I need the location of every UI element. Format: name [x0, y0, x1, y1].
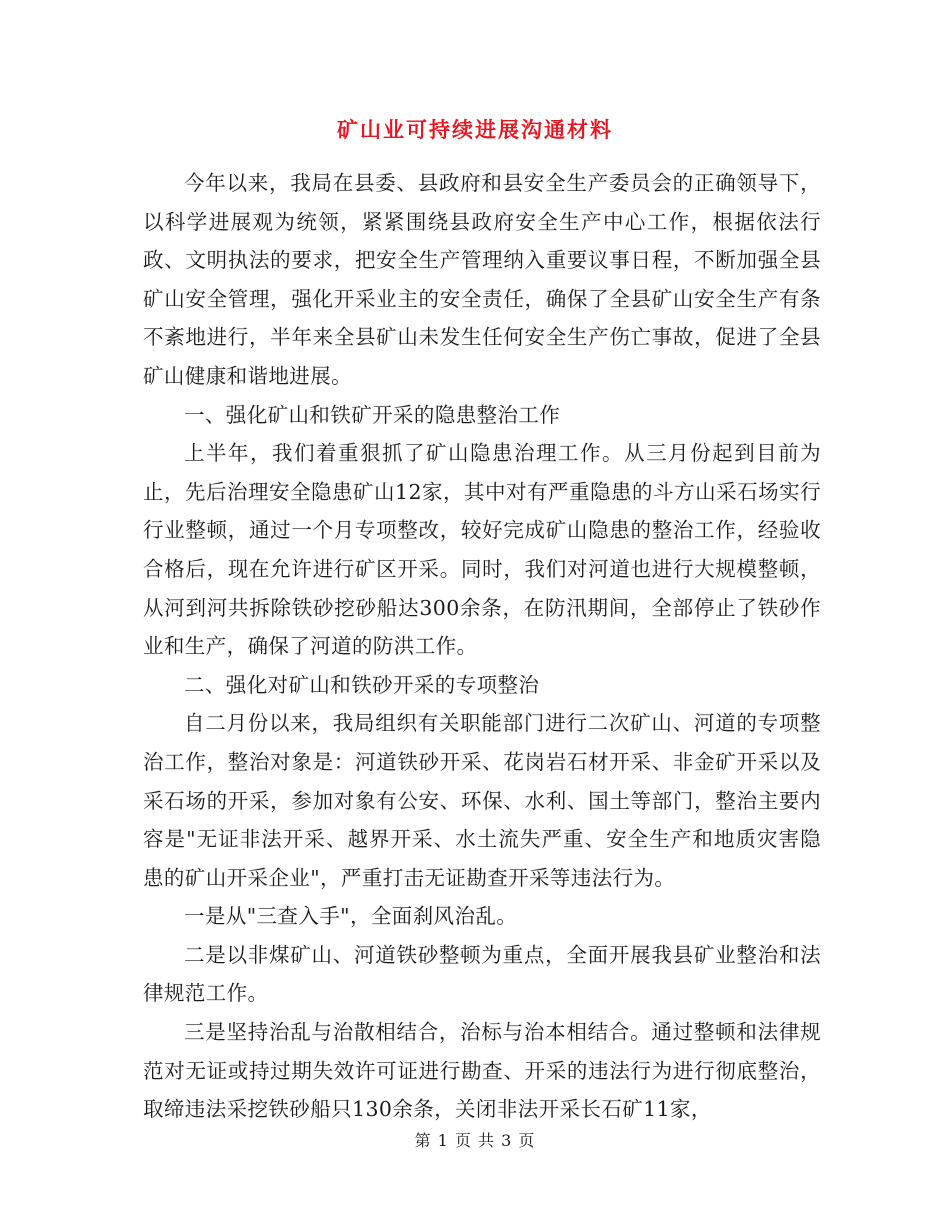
paragraph-section-2: 自二月份以来，我局组织有关职能部门进行二次矿山、河道的专项整治工作，整治对象是：河道铁砂开采、花岗岩石材开采、非金矿开采以及采石场的开采，参加对象有公安、环保、水利、国土等部门，整治主要内容是"无证非法开采、越界开采、水土流失严重、安全生产和地质灾害隐患的矿山开采企业"，严重打击无证勘查开采等违法行为。	[143, 711, 821, 890]
document-body	[143, 164, 821, 1129]
section-heading-1: 一、强化矿山和铁矿开采的隐患整治工作	[184, 402, 561, 427]
paragraph-point-3: 三是坚持治乱与治散相结合，治标与治本相结合。通过整顿和法律规范对无证或持过期失效许可证进行勘查、开采的违法行为进行彻底整治，取缔违法采挖铁砂船只130余条，关闭非法开采长石矿11家，	[143, 1020, 821, 1122]
section-heading-2: 二、强化对矿山和铁砂开采的专项整治	[184, 672, 540, 697]
paragraph-point-2: 二是以非煤矿山、河道铁砂整顿为重点，全面开展我县矿业整治和法律规范工作。	[143, 942, 821, 1006]
page-footer: 第 1 页 共 3 页	[414, 1131, 536, 1150]
paragraph-point-1: 一是从"三查入手"，全面刹风治乱。	[184, 904, 518, 929]
paragraph-section-1: 上半年，我们着重狠抓了矿山隐患治理工作。从三月份起到目前为止，先后治理安全隐患矿山12家，其中对有严重隐患的斗方山采石场实行行业整顿，通过一个月专项整改，较好完成矿山隐患的整治工作，经验收合格后，现在允许进行矿区开采。同时，我们对河道也进行大规模整顿，从河到河共拆除铁砂挖砂船达300余条，在防汛期间，全部停止了铁砂作业和生产，确保了河道的防洪工作。	[143, 441, 821, 659]
paragraph-intro: 今年以来，我局在县委、县政府和县安全生产委员会的正确领导下，以科学进展观为统领，紧紧围绕县政府安全生产中心工作，根据依法行政、文明执法的要求，把安全生产管理纳入重要议事日程，不断加强全县矿山安全管理，强化开采业主的安全责任，确保了全县矿山安全生产有条不紊地进行，半年来全县矿山未发生任何安全生产伤亡事故，促进了全县矿山健康和谐地进展。	[143, 171, 821, 388]
document-title: 矿山业可持续进展沟通材料	[337, 117, 613, 142]
